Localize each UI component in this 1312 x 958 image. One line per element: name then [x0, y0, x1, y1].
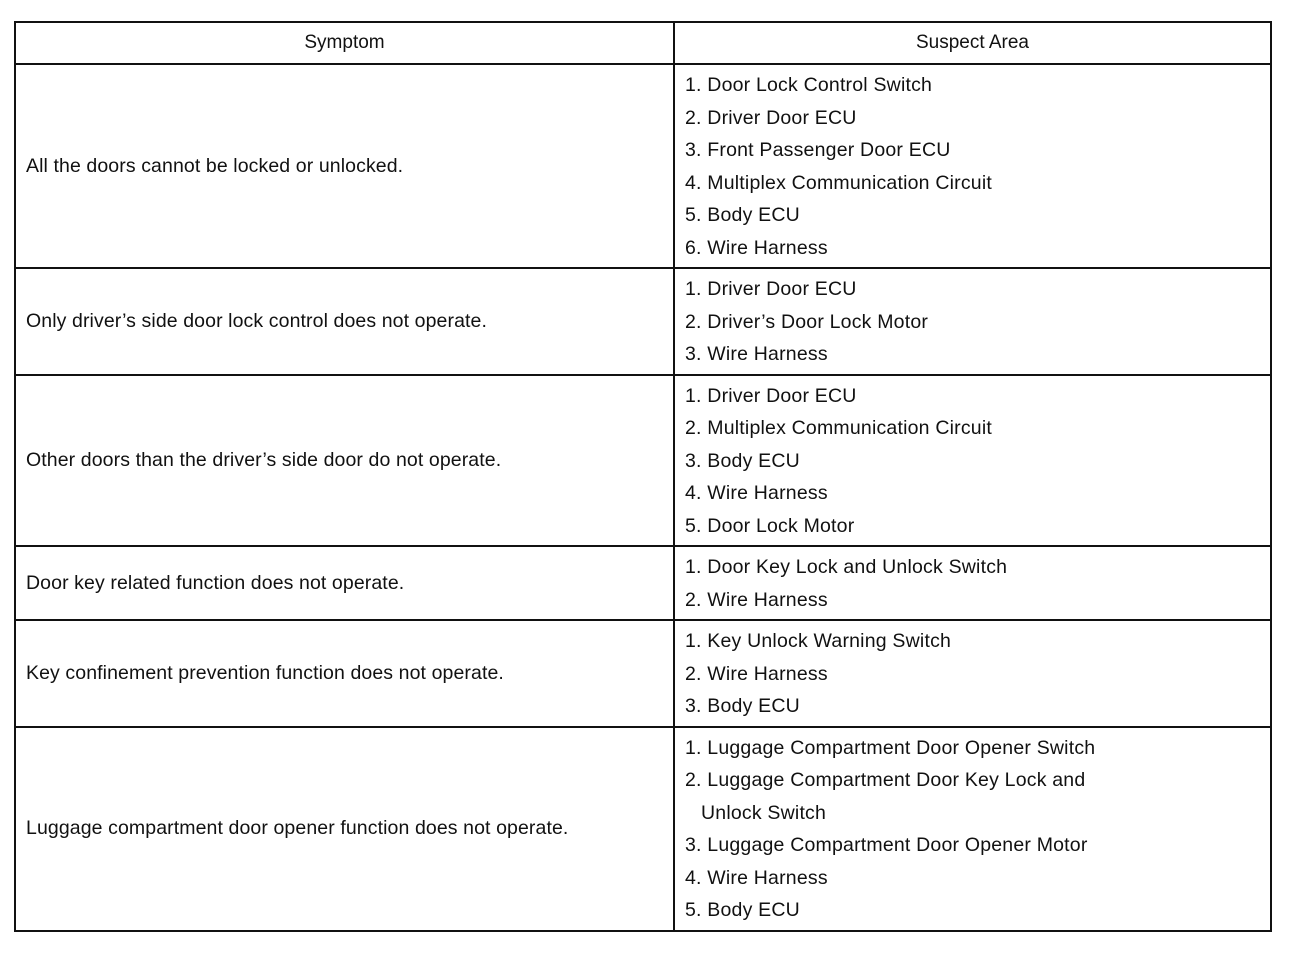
suspect-area-item: 4. Multiplex Communication Circuit [685, 171, 992, 194]
suspect-area-cell [674, 375, 1271, 547]
suspect-area-list [685, 69, 1270, 264]
suspect-area-list [685, 625, 1270, 723]
suspect-area-item: 4. Wire Harness [685, 482, 828, 504]
table-row [15, 727, 1271, 931]
suspect-area-item: 2. Wire Harness [685, 588, 828, 611]
suspect-area-item: 5. Body ECU [685, 204, 800, 226]
suspect-area-item: 5. Body ECU [685, 899, 800, 921]
suspect-area-cell [674, 64, 1271, 268]
suspect-area-item: 1. Door Key Lock and Unlock Switch [685, 556, 1008, 578]
suspect-area-item: 3. Front Passenger Door ECU [685, 139, 951, 161]
symptom-cell: All the doors cannot be locked or unlocked. [15, 64, 674, 268]
suspect-area-item: 3. Body ECU [685, 695, 800, 717]
suspect-area-item: 2. Driver Door ECU [685, 106, 857, 129]
suspect-area-list [685, 380, 1270, 543]
table-row [15, 620, 1271, 727]
symptom-cell: Key confinement prevention function does not operate. [15, 620, 674, 727]
suspect-area-list [685, 732, 1270, 927]
symptom-table [14, 21, 1272, 932]
suspect-area-cell [674, 268, 1271, 375]
table-row [15, 64, 1271, 268]
suspect-area-item: 6. Wire Harness [685, 236, 828, 259]
suspect-area-item: 1. Driver Door ECU [685, 278, 857, 300]
table-row [15, 375, 1271, 547]
suspect-area-item: 1. Luggage Compartment Door Opener Switch [685, 736, 1096, 759]
suspect-area-item: 2. Wire Harness [685, 662, 828, 685]
table-row [15, 268, 1271, 375]
suspect-area-cell [674, 620, 1271, 727]
suspect-area-item: 1. Key Unlock Warning Switch [685, 630, 952, 652]
suspect-area-item: 1. Driver Door ECU [685, 384, 857, 407]
suspect-area-item: 4. Wire Harness [685, 866, 828, 889]
symptom-cell: Only driver’s side door lock control does not operate. [15, 268, 674, 375]
symptom-cell: Door key related function does not operate. [15, 546, 674, 620]
suspect-area-list [685, 551, 1270, 616]
suspect-area-cell [674, 727, 1271, 931]
suspect-area-item: 5. Door Lock Motor [685, 514, 855, 537]
header-suspect-area: Suspect Area [674, 22, 1271, 64]
header-symptom: Symptom [15, 22, 674, 64]
suspect-area-item-continuation: Unlock Switch [701, 801, 827, 824]
symptom-cell: Other doors than the driver’s side door do not operate. [15, 375, 674, 547]
suspect-area-item: 3. Body ECU [685, 449, 800, 472]
suspect-area-item-text: 2. Luggage Compartment Door Key Lock and [685, 769, 1086, 791]
suspect-area-item: 2. Multiplex Communication Circuit [685, 417, 992, 439]
suspect-area-item: 3. Luggage Compartment Door Opener Motor [685, 834, 1088, 856]
suspect-area-item: 2. Driver’s Door Lock Motor [685, 310, 929, 333]
suspect-area-list [685, 273, 1270, 371]
suspect-area-item: 3. Wire Harness [685, 343, 828, 365]
suspect-area-cell [674, 546, 1271, 620]
table-row [15, 546, 1271, 620]
table-header-row [15, 22, 1271, 64]
suspect-area-item [685, 764, 1270, 829]
suspect-area-item: 1. Door Lock Control Switch [685, 74, 933, 96]
symptom-cell: Luggage compartment door opener function does not operate. [15, 727, 674, 931]
